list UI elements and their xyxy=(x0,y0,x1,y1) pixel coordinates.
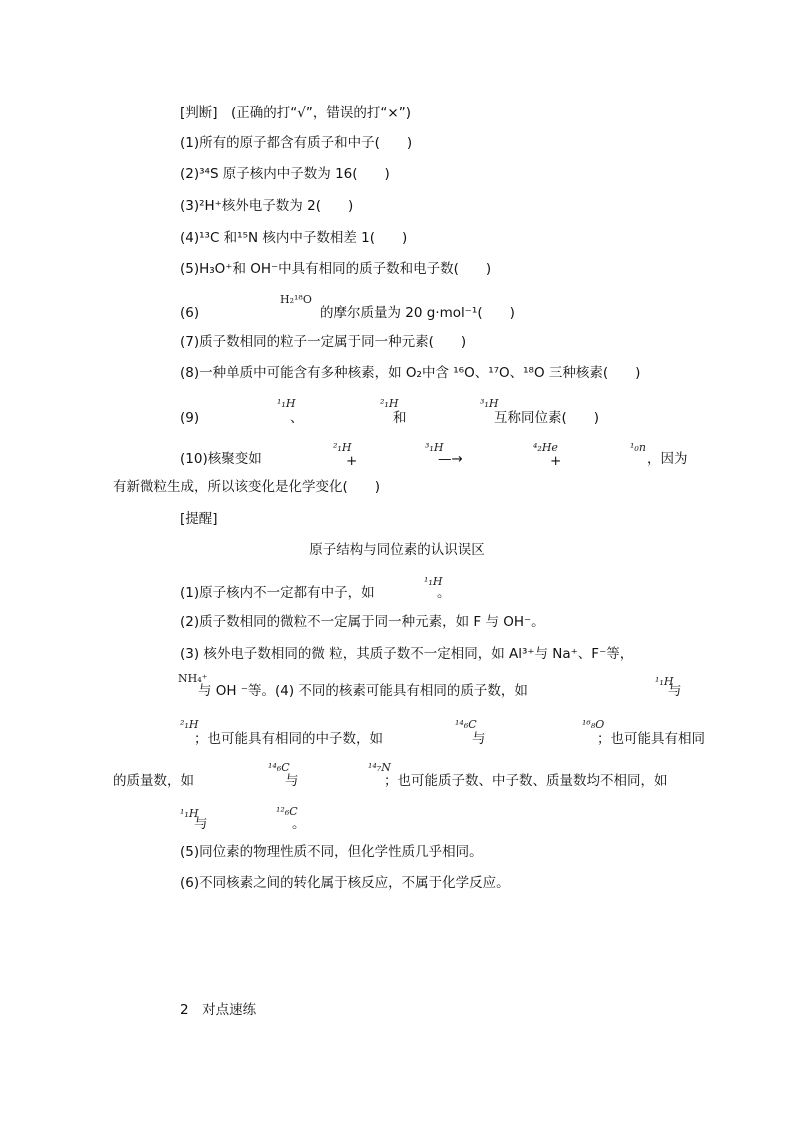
nuclide-he4: ⁴₂He xyxy=(533,441,558,454)
nuclide-o16: ¹⁶₈O xyxy=(582,718,605,731)
nuclide-h1: ¹₁H xyxy=(655,675,674,688)
nuclide-c14: ¹⁴₆C xyxy=(268,761,290,774)
nuclide-h3: ³₁H xyxy=(480,397,499,410)
nuclide-c14: ¹⁴₆C xyxy=(455,718,477,731)
ammonium-formula: NH₄⁺ xyxy=(178,672,208,685)
judge-header: [判断] (正确的打“√”，错误的打“×”) xyxy=(180,105,411,121)
question-9-text: 互称同位素( ) xyxy=(494,410,600,426)
h2o-18-formula: H₂¹⁸O xyxy=(280,293,312,306)
tip-point-4: 与 OH ⁻等。(4) 不同的核素可能具有相同的质子数，如 xyxy=(198,683,528,699)
tip-point-4-end: 与 xyxy=(668,683,682,699)
nuclide-h3: ³₁H xyxy=(425,441,444,454)
question-8: (8)一种单质中可能含有多种核素，如 O₂中含 ¹⁶O、¹⁷O、¹⁸O 三种核素( ) xyxy=(180,365,641,381)
nuclide-n1: ¹₀n xyxy=(630,441,646,454)
tip-point-1: (1)原子核内不一定都有中子，如 xyxy=(180,585,375,601)
nuclide-n14: ¹⁴₇N xyxy=(368,761,391,774)
question-9-number: (9) xyxy=(180,410,200,426)
tip-point-5a: ；也可能具有相同的中子数，如 xyxy=(194,731,383,747)
question-5: (5)H₃O⁺和 OH⁻中具有相同的质子数和电子数( ) xyxy=(180,261,492,277)
tip-point-6c: ；也可能质子数、中子数、质量数均不相同，如 xyxy=(384,773,668,789)
tip-point-6a: 的质量数，如 xyxy=(113,773,194,789)
question-10-number: (10)核聚变如 xyxy=(180,451,262,467)
tip-point-5b: 与 xyxy=(472,731,486,747)
question-10-line2: 有新微粒生成，所以该变化是化学变化( ) xyxy=(113,479,381,495)
question-6-text: 的摩尔质量为 20 g·mol⁻¹( ) xyxy=(320,305,515,321)
separator: 和 xyxy=(393,410,407,426)
tip-point-7b: 与 xyxy=(194,816,208,832)
nuclide-c12: ¹²₆C xyxy=(276,805,298,818)
question-7: (7)质子数相同的粒子一定属于同一种元素( ) xyxy=(180,334,467,350)
section-heading: 2 对点速练 xyxy=(180,1002,257,1018)
tip-point-2: (2)质子数相同的微粒不一定属于同一种元素，如 F 与 OH⁻。 xyxy=(180,614,545,630)
tip-point-7-end: 。 xyxy=(292,816,306,832)
nuclide-h2: ²₁H xyxy=(333,441,352,454)
nuclide-h1: ¹₁H xyxy=(424,575,443,588)
nuclide-h2: ²₁H xyxy=(380,397,399,410)
plus-sign: + xyxy=(550,453,562,469)
question-4: (4)¹³C 和¹⁵N 核内中子数相差 1( ) xyxy=(180,230,408,246)
tip-header: [提醒] xyxy=(180,511,218,527)
question-2: (2)³⁴S 原子核内中子数为 16( ) xyxy=(180,166,390,182)
question-6-number: (6) xyxy=(180,305,200,321)
nuclide-h1: ¹₁H xyxy=(277,397,296,410)
tip-point-5c: ；也可能具有相同 xyxy=(597,731,705,747)
plus-sign: + xyxy=(346,453,358,469)
tip-point-9: (6)不同核素之间的转化属于核反应，不属于化学反应。 xyxy=(180,875,510,891)
tip-title: 原子结构与同位素的认识误区 xyxy=(309,542,485,558)
nuclide-h1: ¹₁H xyxy=(180,807,199,820)
question-10-tail: ，因为 xyxy=(647,451,688,467)
question-3: (3)²H⁺核外电子数为 2( ) xyxy=(180,198,354,214)
tip-point-6b: 与 xyxy=(285,773,299,789)
reaction-arrow: —→ xyxy=(438,451,463,467)
tip-point-3: (3) 核外电子数相同的微 粒，其质子数不一定相同，如 Al³⁺与 Na⁺、F⁻等， xyxy=(180,646,634,662)
tip-point-1-end: 。 xyxy=(437,585,451,601)
separator: 、 xyxy=(290,410,304,426)
tip-point-8: (5)同位素的物理性质不同，但化学性质几乎相同。 xyxy=(180,844,483,860)
nuclide-h2: ²₁H xyxy=(180,718,199,731)
question-1: (1)所有的原子都含有质子和中子( ) xyxy=(180,135,413,151)
